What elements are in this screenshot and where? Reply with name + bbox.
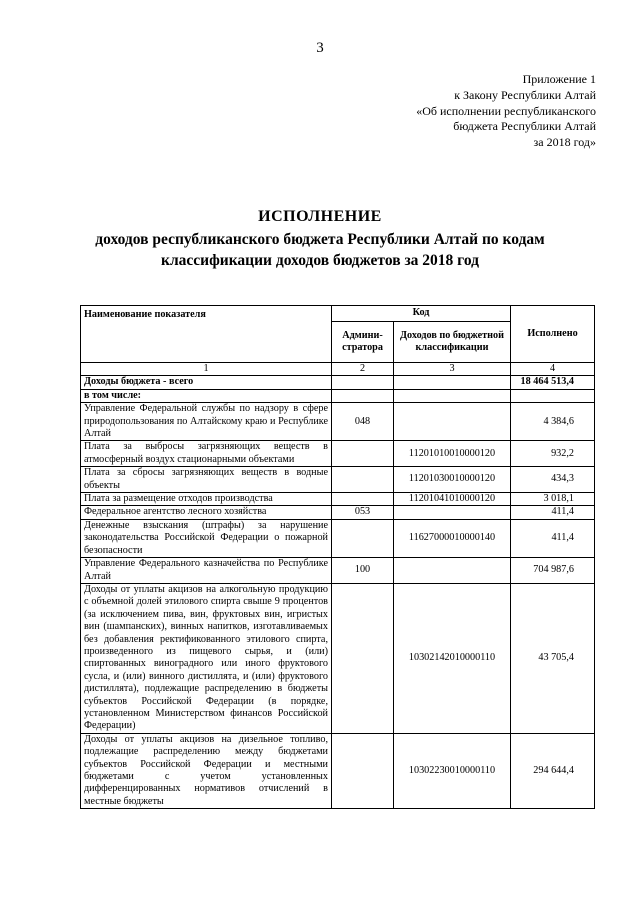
row-code: 11201030010000120	[394, 467, 511, 493]
row-value: 43 705,4	[511, 583, 595, 733]
appendix-line: к Закону Республики Алтай	[454, 87, 596, 102]
table-row	[81, 733, 595, 808]
table-header-row	[81, 306, 595, 322]
row-code	[394, 403, 511, 441]
row-admin	[332, 583, 394, 733]
table-row	[81, 376, 595, 389]
row-name: Доходы от уплаты акцизов на алкогольную продукцию с объемной долей этилового спирта свыше 9 процентов (за исключением пива, вин, фруктовых вин, игристых вин (шампанских), винных напитков, изготавливаемых без добавления ректификованного этилового спирта, произведенного из пищевого сырья, и (или) спиртованных виноградного или иного фруктового сусла, и (или) винного дистиллята, и (или) фруктового дистиллята), подлежащие распределению в бюджеты субъектов Российской Федерации (в порядке, установленном Министерством финансов Российской Федерации)	[81, 583, 332, 733]
row-code	[394, 558, 511, 584]
row-value: 411,4	[511, 519, 595, 557]
appendix-line: «Об исполнении республиканского	[416, 103, 596, 118]
col-number: 1	[81, 363, 332, 376]
row-admin	[332, 733, 394, 808]
appendix-line: за 2018 год»	[533, 135, 596, 150]
row-name: в том числе:	[81, 389, 332, 402]
row-admin: 053	[332, 506, 394, 519]
row-name: Управление Федеральной службы по надзору в сфере природопользования по Алтайскому краю и Республике Алтай	[81, 403, 332, 441]
header-admin: Админи-стратора	[332, 322, 394, 363]
row-admin	[332, 389, 394, 402]
row-value: 434,3	[511, 467, 595, 493]
row-admin	[332, 376, 394, 389]
row-value: 932,2	[511, 441, 595, 467]
row-code: 10302142010000110	[394, 583, 511, 733]
table-row	[81, 506, 595, 519]
table-row	[81, 493, 595, 506]
title-main: ИСПОЛНЕНИЕ	[258, 208, 382, 225]
row-admin	[332, 493, 394, 506]
row-admin: 048	[332, 403, 394, 441]
row-name: Федеральное агентство лесного хозяйства	[81, 506, 332, 519]
table-row	[81, 441, 595, 467]
revenue-table	[80, 305, 595, 809]
header-income: Доходов по бюджетной классификации	[394, 322, 511, 363]
header-executed: Исполнено	[511, 306, 595, 363]
row-value: 18 464 513,4	[511, 376, 595, 389]
table-row	[81, 519, 595, 557]
row-name: Управление Федерального казначейства по Республике Алтай	[81, 558, 332, 584]
column-numbers-row	[81, 363, 595, 376]
row-value: 294 644,4	[511, 733, 595, 808]
row-code: 10302230010000110	[394, 733, 511, 808]
row-value: 4 384,6	[511, 403, 595, 441]
appendix-reference	[416, 72, 596, 151]
col-number: 2	[332, 363, 394, 376]
title-line: классификации доходов бюджетов за 2018 год	[161, 252, 479, 269]
appendix-line: Приложение 1	[522, 72, 596, 86]
row-name: Доходы от уплаты акцизов на дизельное топливо, подлежащие распределению между бюджетами субъектов Российской Федерации и местными бюджетами с учетом установленных дифференцированных нормативов отчислений в местные бюджеты	[81, 733, 332, 808]
table-row	[81, 403, 595, 441]
row-code: 11627000010000140	[394, 519, 511, 557]
table-row	[81, 558, 595, 584]
table-row	[81, 467, 595, 493]
row-code	[394, 506, 511, 519]
row-name: Доходы бюджета - всего	[81, 376, 332, 389]
document-title	[0, 208, 640, 271]
row-name: Плата за выбросы загрязняющих веществ в атмосферный воздух стационарными объектами	[81, 441, 332, 467]
title-line: доходов республиканского бюджета Республики Алтай по кодам	[95, 231, 545, 248]
row-admin	[332, 519, 394, 557]
row-value	[511, 389, 595, 402]
row-value: 411,4	[511, 506, 595, 519]
col-number: 3	[394, 363, 511, 376]
table-row	[81, 389, 595, 402]
row-code: 11201010010000120	[394, 441, 511, 467]
table-row	[81, 583, 595, 733]
row-value: 704 987,6	[511, 558, 595, 584]
row-name: Плата за сбросы загрязняющих веществ в водные объекты	[81, 467, 332, 493]
row-code: 11201041010000120	[394, 493, 511, 506]
row-code	[394, 389, 511, 402]
header-code: Код	[332, 306, 511, 322]
page-number: 3	[316, 40, 324, 56]
row-admin	[332, 441, 394, 467]
row-name: Плата за размещение отходов производства	[81, 493, 332, 506]
appendix-line: бюджета Республики Алтай	[453, 119, 596, 134]
row-admin	[332, 467, 394, 493]
header-name: Наименование показателя	[81, 306, 332, 363]
col-number: 4	[511, 363, 595, 376]
row-code	[394, 376, 511, 389]
row-name: Денежные взыскания (штрафы) за нарушение законодательства Российской Федерации о пожарной безопасности	[81, 519, 332, 557]
row-value: 3 018,1	[511, 493, 595, 506]
row-admin: 100	[332, 558, 394, 584]
